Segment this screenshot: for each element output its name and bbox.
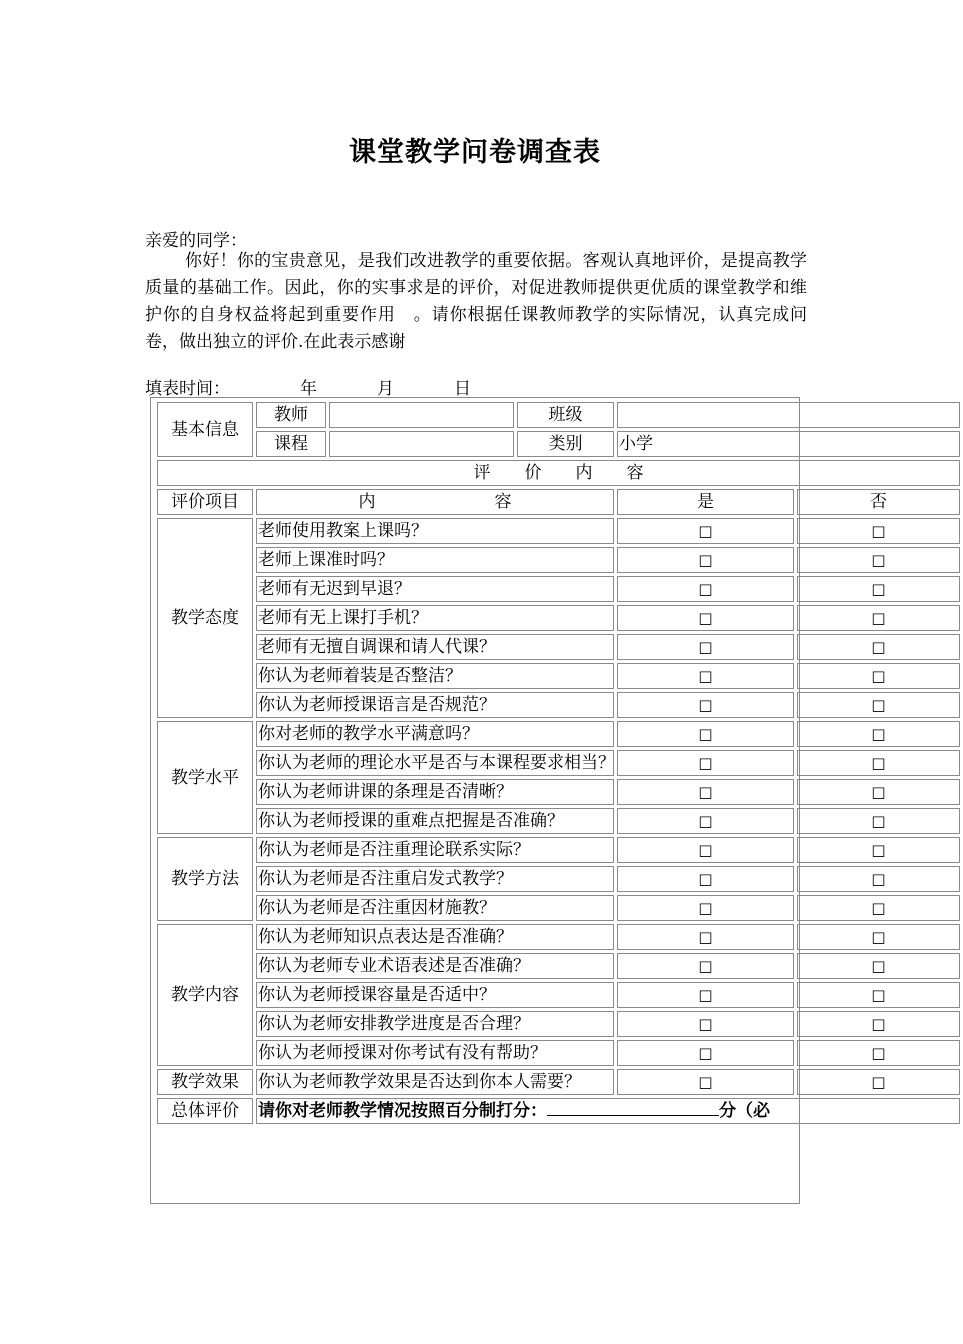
question-row	[157, 605, 960, 631]
date-month-label: 月	[377, 379, 394, 399]
question-text: 你认为老师是否注重启发式教学？	[256, 866, 614, 892]
no-checkbox[interactable]: □	[797, 634, 960, 660]
question-text: 老师有无擅自调课和请人代课？	[256, 634, 614, 660]
no-checkbox[interactable]: □	[797, 721, 960, 747]
yes-checkbox[interactable]: □	[617, 895, 794, 921]
yes-checkbox[interactable]: □	[617, 750, 794, 776]
overall-label: 总体评价	[157, 1098, 253, 1124]
eval-content-row	[157, 460, 960, 486]
question-text: 你认为老师授课的重难点把握是否准确？	[256, 808, 614, 834]
question-row	[157, 837, 960, 863]
course-field[interactable]	[329, 431, 514, 457]
question-text: 老师有无迟到早退？	[256, 576, 614, 602]
category-label: 教学效果	[157, 1069, 253, 1095]
question-text: 你认为老师安排教学进度是否合理？	[256, 1011, 614, 1037]
yes-checkbox[interactable]: □	[617, 1069, 794, 1095]
question-row	[157, 808, 960, 834]
no-checkbox[interactable]: □	[797, 1011, 960, 1037]
question-text: 老师有无上课打手机？	[256, 605, 614, 631]
question-text: 你认为老师知识点表达是否准确？	[256, 924, 614, 950]
info-section-label: 基本信息	[157, 402, 253, 457]
yes-checkbox[interactable]: □	[617, 663, 794, 689]
col-header-item: 评价项目	[157, 489, 253, 515]
survey-table	[154, 399, 963, 1127]
question-text: 你认为老师是否注重理论联系实际？	[256, 837, 614, 863]
no-checkbox[interactable]: □	[797, 808, 960, 834]
no-checkbox[interactable]: □	[797, 547, 960, 573]
eval-content-header: 评 价 内 容	[157, 460, 960, 486]
no-checkbox[interactable]: □	[797, 750, 960, 776]
question-row	[157, 721, 960, 747]
question-text: 老师上课准时吗？	[256, 547, 614, 573]
question-text: 你认为老师授课容量是否适中？	[256, 982, 614, 1008]
course-label: 课程	[256, 431, 326, 457]
no-checkbox[interactable]: □	[797, 1069, 960, 1095]
question-text: 你对老师的教学水平满意吗？	[256, 721, 614, 747]
info-row-course	[157, 431, 960, 457]
question-text: 你认为老师的理论水平是否与本课程要求相当？	[256, 750, 614, 776]
category-label: 教学内容	[157, 924, 253, 1066]
teacher-field[interactable]	[329, 402, 514, 428]
col-header-content: 内 容	[256, 489, 614, 515]
question-text: 你认为老师着装是否整洁？	[256, 663, 614, 689]
no-checkbox[interactable]: □	[797, 924, 960, 950]
category-label: 教学方法	[157, 837, 253, 921]
col-header-no: 否	[797, 489, 960, 515]
category-field[interactable]: 小学	[617, 431, 960, 457]
question-row	[157, 634, 960, 660]
no-checkbox[interactable]: □	[797, 663, 960, 689]
question-row	[157, 1011, 960, 1037]
question-row	[157, 953, 960, 979]
overall-row	[157, 1098, 960, 1124]
question-row	[157, 1069, 960, 1095]
no-checkbox[interactable]: □	[797, 982, 960, 1008]
page-title: 课堂教学问卷调查表	[349, 137, 601, 168]
no-checkbox[interactable]: □	[797, 953, 960, 979]
question-text: 你认为老师授课语言是否规范？	[256, 692, 614, 718]
question-row	[157, 518, 960, 544]
no-checkbox[interactable]: □	[797, 518, 960, 544]
greeting: 亲爱的同学：	[145, 231, 247, 251]
fill-date-row	[145, 374, 471, 399]
question-text: 你认为老师教学效果是否达到你本人需要？	[256, 1069, 614, 1095]
no-checkbox[interactable]: □	[797, 576, 960, 602]
question-text: 你认为老师授课对你考试有没有帮助？	[256, 1040, 614, 1066]
overall-prompt: 请你对老师教学情况按照百分制打分：	[258, 1101, 547, 1121]
question-row	[157, 692, 960, 718]
question-text: 你认为老师专业术语表述是否准确？	[256, 953, 614, 979]
date-day-label: 日	[454, 379, 471, 399]
question-text: 你认为老师是否注重因材施教？	[256, 895, 614, 921]
question-row	[157, 547, 960, 573]
yes-checkbox[interactable]: □	[617, 808, 794, 834]
no-checkbox[interactable]: □	[797, 895, 960, 921]
yes-checkbox[interactable]: □	[617, 692, 794, 718]
question-row	[157, 750, 960, 776]
yes-checkbox[interactable]: □	[617, 1040, 794, 1066]
date-year-label: 年	[300, 379, 317, 399]
no-checkbox[interactable]: □	[797, 605, 960, 631]
question-row	[157, 663, 960, 689]
question-text: 老师使用教案上课吗？	[256, 518, 614, 544]
question-row	[157, 866, 960, 892]
yes-checkbox[interactable]: □	[617, 605, 794, 631]
question-row	[157, 1040, 960, 1066]
question-row	[157, 982, 960, 1008]
category-label: 类别	[517, 431, 614, 457]
yes-checkbox[interactable]: □	[617, 779, 794, 805]
yes-checkbox[interactable]: □	[617, 953, 794, 979]
yes-checkbox[interactable]: □	[617, 547, 794, 573]
yes-checkbox[interactable]: □	[617, 866, 794, 892]
yes-checkbox[interactable]: □	[617, 576, 794, 602]
class-label: 班级	[517, 402, 614, 428]
intro-paragraph: 你好！你的宝贵意见，是我们改进教学的重要依据。客观认真地评价，是提高教学质量的基础工作。因此，你的实事求是的评价，对促进教师提供更优质的课堂教学和维护你的自身权益将起到重要作用 。请你根据任课教师教学的实际情况，认真完成问卷，做出独立的评价.在此表示感谢	[145, 251, 807, 352]
overall-score-cell	[256, 1098, 960, 1124]
no-checkbox[interactable]: □	[797, 866, 960, 892]
category-label: 教学态度	[157, 518, 253, 718]
yes-checkbox[interactable]: □	[617, 721, 794, 747]
no-checkbox[interactable]: □	[797, 1040, 960, 1066]
info-row-teacher	[157, 402, 960, 428]
class-field[interactable]	[617, 402, 960, 428]
yes-checkbox[interactable]: □	[617, 982, 794, 1008]
question-text: 你认为老师讲课的条理是否清晰？	[256, 779, 614, 805]
no-checkbox[interactable]: □	[797, 779, 960, 805]
no-checkbox[interactable]: □	[797, 837, 960, 863]
yes-checkbox[interactable]: □	[617, 634, 794, 660]
teacher-label: 教师	[256, 402, 326, 428]
question-row	[157, 779, 960, 805]
yes-checkbox[interactable]: □	[617, 837, 794, 863]
question-row	[157, 924, 960, 950]
survey-table-frame	[150, 397, 887, 1204]
date-label: 填表时间：	[145, 379, 230, 399]
overall-suffix: 分（必	[719, 1101, 770, 1121]
category-label: 教学水平	[157, 721, 253, 834]
score-blank[interactable]	[547, 1101, 719, 1116]
column-header-row	[157, 489, 960, 515]
question-row	[157, 576, 960, 602]
yes-checkbox[interactable]: □	[617, 518, 794, 544]
question-row	[157, 895, 960, 921]
no-checkbox[interactable]: □	[797, 692, 960, 718]
yes-checkbox[interactable]: □	[617, 1011, 794, 1037]
col-header-yes: 是	[617, 489, 794, 515]
yes-checkbox[interactable]: □	[617, 924, 794, 950]
